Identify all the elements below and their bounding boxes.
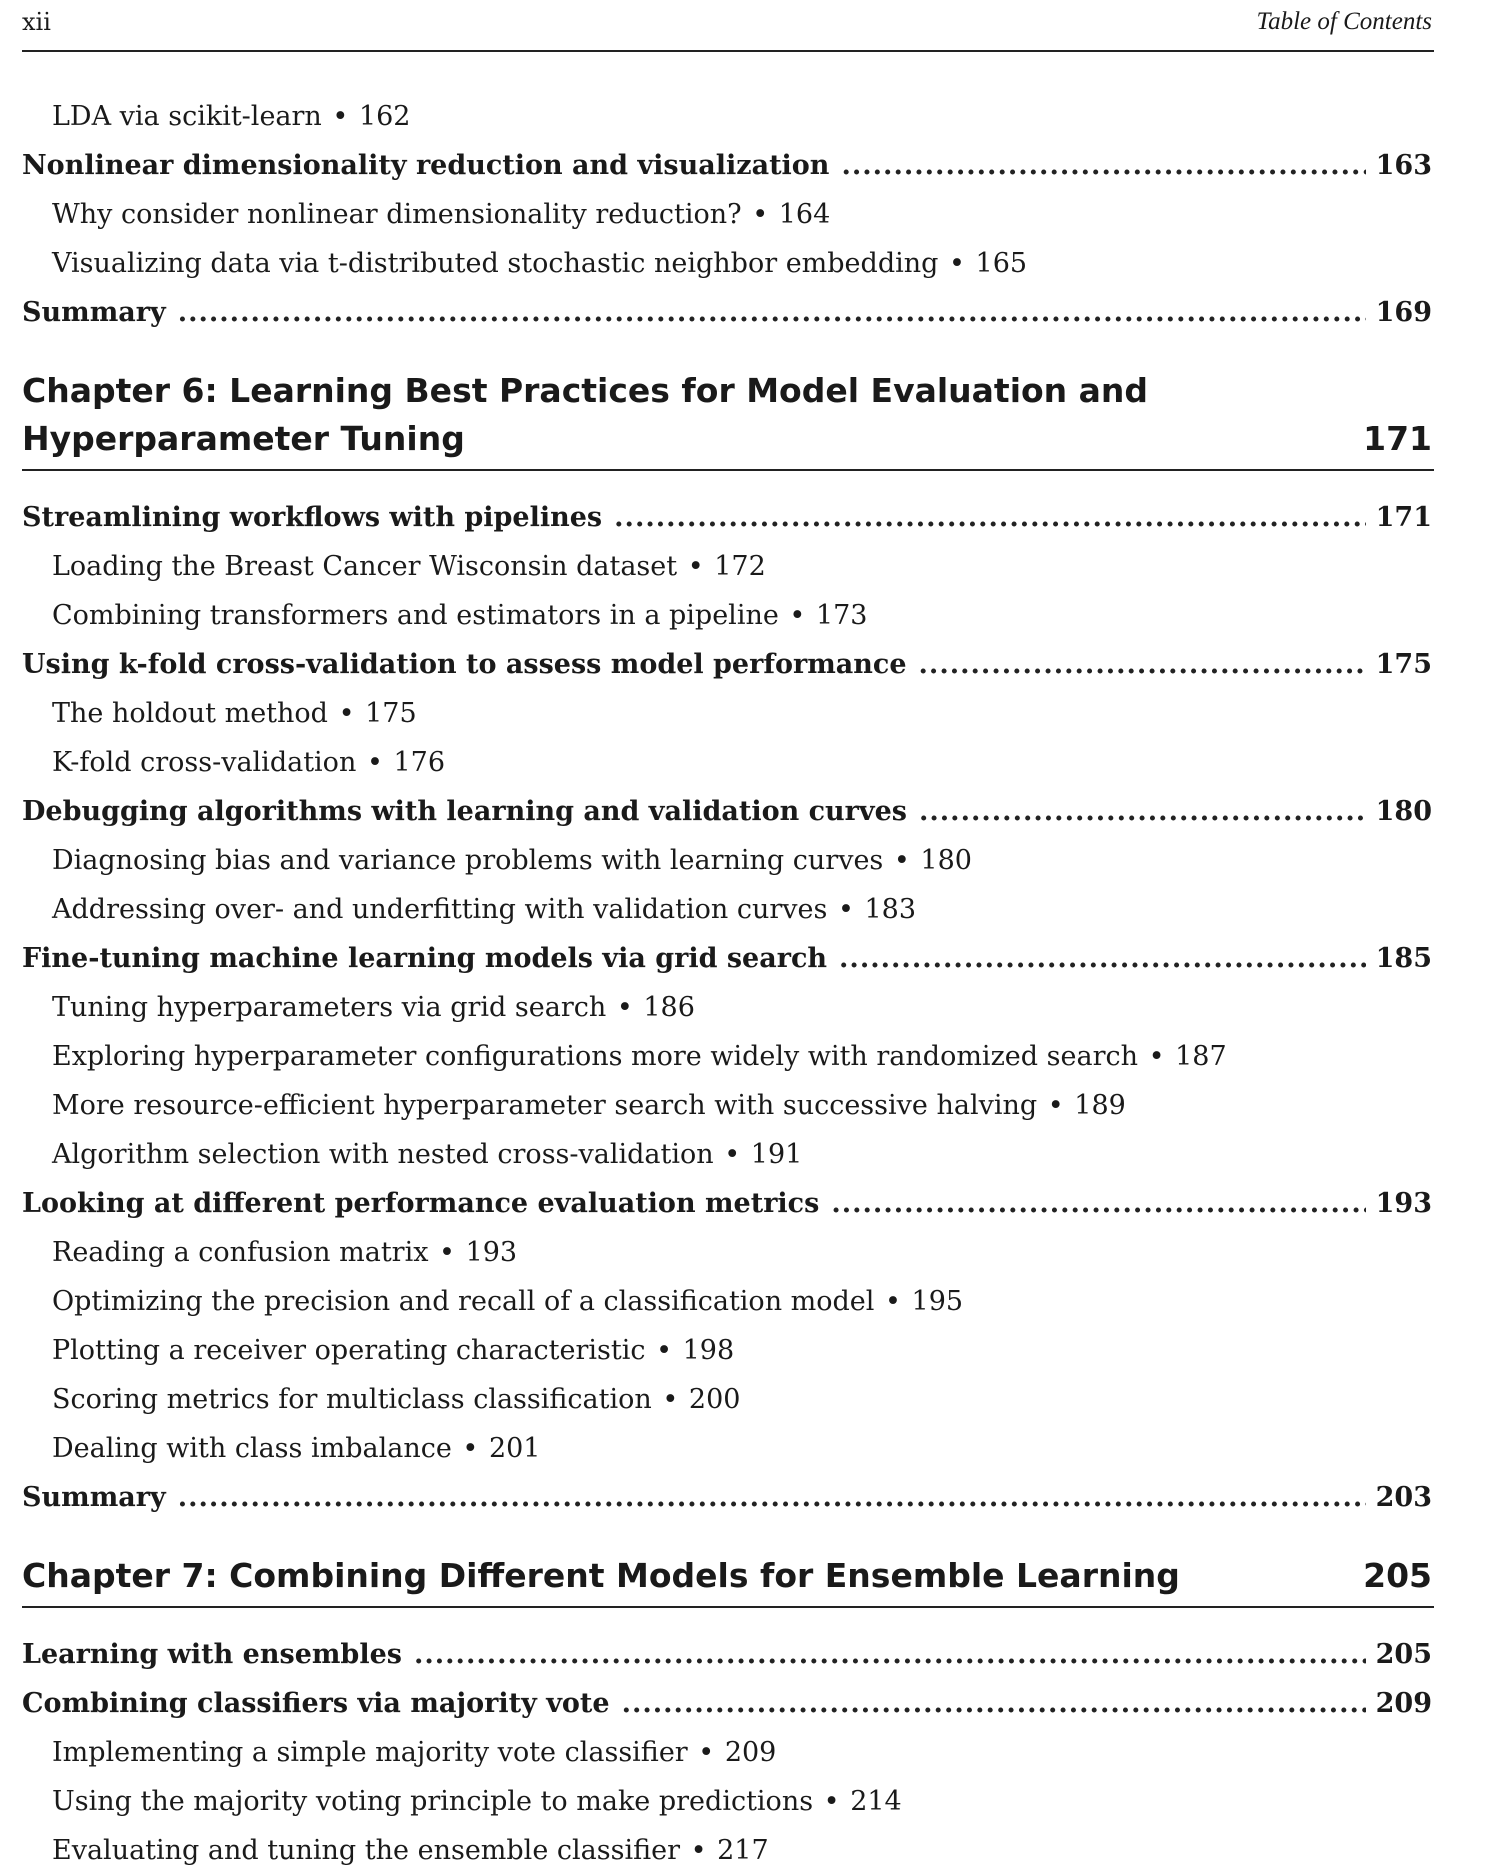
toc-block-chapter-5-tail xyxy=(22,92,1434,337)
toc-section-title: Summary xyxy=(22,297,166,328)
toc-subsection-page: 176 xyxy=(393,747,446,778)
toc-subsection-page: 195 xyxy=(911,1286,964,1317)
dot-leader xyxy=(919,640,1366,689)
toc-subsection-entry[interactable] xyxy=(22,1277,1434,1326)
bullet-separator: • xyxy=(837,894,854,925)
toc-subsection-title: Plotting a receiver operating characteristic xyxy=(52,1335,646,1366)
toc-section-entry[interactable] xyxy=(22,1179,1434,1228)
bullet-separator: • xyxy=(690,1835,707,1866)
toc-section-entry[interactable] xyxy=(22,640,1434,689)
toc-subsection-page: 189 xyxy=(1074,1090,1126,1121)
toc-subsection-title: K-fold cross-validation xyxy=(52,747,357,778)
toc-subsection-entry[interactable] xyxy=(22,738,1434,787)
toc-subsection-title: The holdout method xyxy=(52,698,328,729)
toc-subsection-entry[interactable] xyxy=(22,190,1434,239)
toc-subsection-page: 173 xyxy=(815,600,868,631)
toc-subsection-title: Evaluating and tuning the ensemble classifier xyxy=(52,1835,680,1866)
toc-subsection-title: Using the majority voting principle to make predictions xyxy=(52,1786,814,1817)
toc-section-page: 185 xyxy=(1375,943,1432,974)
bullet-separator: • xyxy=(366,747,383,778)
bullet-separator: • xyxy=(616,992,633,1023)
toc-subsection-page: 172 xyxy=(714,551,766,582)
dot-leader xyxy=(919,787,1366,836)
bullet-separator: • xyxy=(1148,1041,1165,1072)
toc-subsection-entry[interactable] xyxy=(22,1728,1434,1777)
chapter-6-page: 171 xyxy=(1363,419,1432,458)
toc-subsection-entry[interactable] xyxy=(22,1826,1434,1875)
toc-section-entry[interactable] xyxy=(22,288,1434,337)
bullet-separator: • xyxy=(752,199,769,230)
toc-subsection-page: 217 xyxy=(717,1835,769,1866)
dot-leader xyxy=(841,141,1365,190)
toc-subsection-page: 187 xyxy=(1175,1041,1227,1072)
bullet-separator: • xyxy=(823,1786,840,1817)
toc-subsection-page: 191 xyxy=(750,1139,803,1170)
toc-section-entry[interactable] xyxy=(22,787,1434,836)
dot-leader xyxy=(622,1679,1366,1728)
toc-subsection-title: Visualizing data via t-distributed stochastic neighbor embedding xyxy=(52,248,939,279)
bullet-separator: • xyxy=(656,1335,673,1366)
toc-subsection-title: Implementing a simple majority vote classifier xyxy=(52,1737,688,1768)
toc-section-page: 209 xyxy=(1375,1688,1432,1719)
toc-subsection-page: 162 xyxy=(358,101,411,132)
toc-subsection-page: 180 xyxy=(920,845,972,876)
toc-subsection-title: Algorithm selection with nested cross-validation xyxy=(52,1139,714,1170)
bullet-separator: • xyxy=(885,1286,901,1317)
toc-subsection-page: 165 xyxy=(975,248,1028,279)
toc-subsection-page: 193 xyxy=(465,1237,518,1268)
toc-subsection-entry[interactable] xyxy=(22,1228,1434,1277)
toc-subsection-entry[interactable] xyxy=(22,1130,1434,1179)
toc-subsection-entry[interactable] xyxy=(22,239,1434,288)
bullet-separator: • xyxy=(789,600,806,631)
toc-subsection-entry[interactable] xyxy=(22,1424,1434,1473)
toc-subsection-title: Dealing with class imbalance xyxy=(52,1433,452,1464)
toc-subsection-title: LDA via scikit-learn xyxy=(52,101,322,132)
toc-block-chapter-7 xyxy=(22,1630,1434,1875)
toc-page xyxy=(22,0,1434,1875)
dot-leader xyxy=(614,493,1365,542)
toc-section-title: Learning with ensembles xyxy=(22,1639,402,1670)
toc-subsection-page: 198 xyxy=(682,1335,735,1366)
toc-section-entry[interactable] xyxy=(22,934,1434,983)
toc-section-entry[interactable] xyxy=(22,141,1434,190)
bullet-separator: • xyxy=(439,1237,455,1268)
toc-section-page: 180 xyxy=(1375,796,1432,827)
toc-section-title: Summary xyxy=(22,1482,166,1513)
toc-subsection-entry[interactable] xyxy=(22,1081,1434,1130)
toc-subsection-title: Combining transformers and estimators in a pipeline xyxy=(52,600,779,631)
toc-section-entry[interactable] xyxy=(22,1630,1434,1679)
toc-section-page: 205 xyxy=(1375,1639,1432,1670)
toc-section-title: Debugging algorithms with learning and validation curves xyxy=(22,796,907,827)
bullet-separator: • xyxy=(724,1139,741,1170)
bullet-separator: • xyxy=(338,698,355,729)
toc-subsection-title: Loading the Breast Cancer Wisconsin dataset xyxy=(52,551,678,582)
toc-subsection-entry[interactable] xyxy=(22,983,1434,1032)
running-title: Table of Contents xyxy=(1256,8,1432,35)
chapter-7-title: Chapter 7: Combining Different Models for Ensemble Learning xyxy=(22,1556,1180,1595)
toc-subsection-page: 209 xyxy=(724,1737,777,1768)
toc-subsection-page: 183 xyxy=(864,894,917,925)
toc-subsection-entry[interactable] xyxy=(22,689,1434,738)
running-header xyxy=(22,0,1434,52)
toc-subsection-page: 201 xyxy=(488,1433,541,1464)
chapter-6-title-line-2: Hyperparameter Tuning xyxy=(22,419,465,458)
dot-leader xyxy=(178,1473,1366,1522)
page-number: xii xyxy=(22,8,51,36)
toc-section-page: 163 xyxy=(1375,150,1432,181)
toc-section-entry[interactable] xyxy=(22,493,1434,542)
toc-subsection-title: Addressing over- and underfitting with validation curves xyxy=(52,894,828,925)
toc-subsection-entry[interactable] xyxy=(22,1777,1434,1826)
toc-subsection-page: 175 xyxy=(365,698,417,729)
dot-leader xyxy=(839,934,1366,983)
bullet-separator: • xyxy=(893,845,910,876)
toc-subsection-title: Exploring hyperparameter configurations more widely with randomized search xyxy=(52,1041,1138,1072)
toc-subsection-entry[interactable] xyxy=(22,885,1434,934)
toc-subsection-title: More resource-efficient hyperparameter search with successive halving xyxy=(52,1090,1038,1121)
toc-subsection-page: 164 xyxy=(778,199,831,230)
toc-section-title: Streamlining workflows with pipelines xyxy=(22,502,603,533)
toc-subsection-entry[interactable] xyxy=(22,836,1434,885)
dot-leader xyxy=(414,1630,1366,1679)
chapter-7-page: 205 xyxy=(1363,1556,1432,1595)
toc-subsection-entry[interactable] xyxy=(22,591,1434,640)
toc-section-page: 175 xyxy=(1375,649,1432,680)
toc-section-entry[interactable] xyxy=(22,1679,1434,1728)
toc-subsection-entry[interactable] xyxy=(22,542,1434,591)
toc-section-title: Combining classifiers via majority vote xyxy=(22,1688,610,1719)
toc-subsection-entry[interactable] xyxy=(22,1032,1434,1081)
bullet-separator: • xyxy=(662,1384,679,1415)
toc-section-title: Using k-fold cross-validation to assess model performance xyxy=(22,649,907,680)
toc-subsection-title: Why consider nonlinear dimensionality reduction? xyxy=(52,199,742,230)
chapter-6-heading[interactable] xyxy=(22,367,1434,471)
toc-block-chapter-6 xyxy=(22,493,1434,1522)
bullet-separator: • xyxy=(462,1433,479,1464)
bullet-separator: • xyxy=(949,248,965,279)
dot-leader xyxy=(178,288,1366,337)
bullet-separator: • xyxy=(332,101,349,132)
chapter-7-heading[interactable] xyxy=(22,1552,1434,1608)
toc-section-title: Looking at different performance evaluation metrics xyxy=(22,1188,820,1219)
toc-section-page: 203 xyxy=(1375,1482,1432,1513)
toc-subsection-title: Scoring metrics for multiclass classification xyxy=(52,1384,652,1415)
toc-subsection-entry[interactable] xyxy=(22,92,1434,141)
toc-subsection-title: Optimizing the precision and recall of a classification model xyxy=(52,1286,875,1317)
bullet-separator: • xyxy=(1047,1090,1064,1121)
toc-subsection-entry[interactable] xyxy=(22,1375,1434,1424)
toc-subsection-page: 200 xyxy=(688,1384,741,1415)
toc-section-title: Fine-tuning machine learning models via grid search xyxy=(22,943,828,974)
toc-section-title: Nonlinear dimensionality reduction and visualization xyxy=(22,150,830,181)
toc-section-page: 171 xyxy=(1375,502,1432,533)
bullet-separator: • xyxy=(698,1737,715,1768)
toc-subsection-title: Tuning hyperparameters via grid search xyxy=(52,992,607,1023)
toc-subsection-title: Diagnosing bias and variance problems with learning curves xyxy=(52,845,884,876)
toc-section-page: 193 xyxy=(1375,1188,1432,1219)
toc-subsection-entry[interactable] xyxy=(22,1326,1434,1375)
toc-section-page: 169 xyxy=(1375,297,1432,328)
chapter-6-title-line-1: Chapter 6: Learning Best Practices for Model Evaluation and xyxy=(22,371,1149,410)
dot-leader xyxy=(831,1179,1365,1228)
toc-subsection-title: Reading a confusion matrix xyxy=(52,1237,429,1268)
toc-subsection-page: 214 xyxy=(850,1786,902,1817)
toc-section-entry[interactable] xyxy=(22,1473,1434,1522)
table-of-contents xyxy=(22,92,1434,1875)
toc-subsection-page: 186 xyxy=(643,992,695,1023)
bullet-separator: • xyxy=(687,551,704,582)
